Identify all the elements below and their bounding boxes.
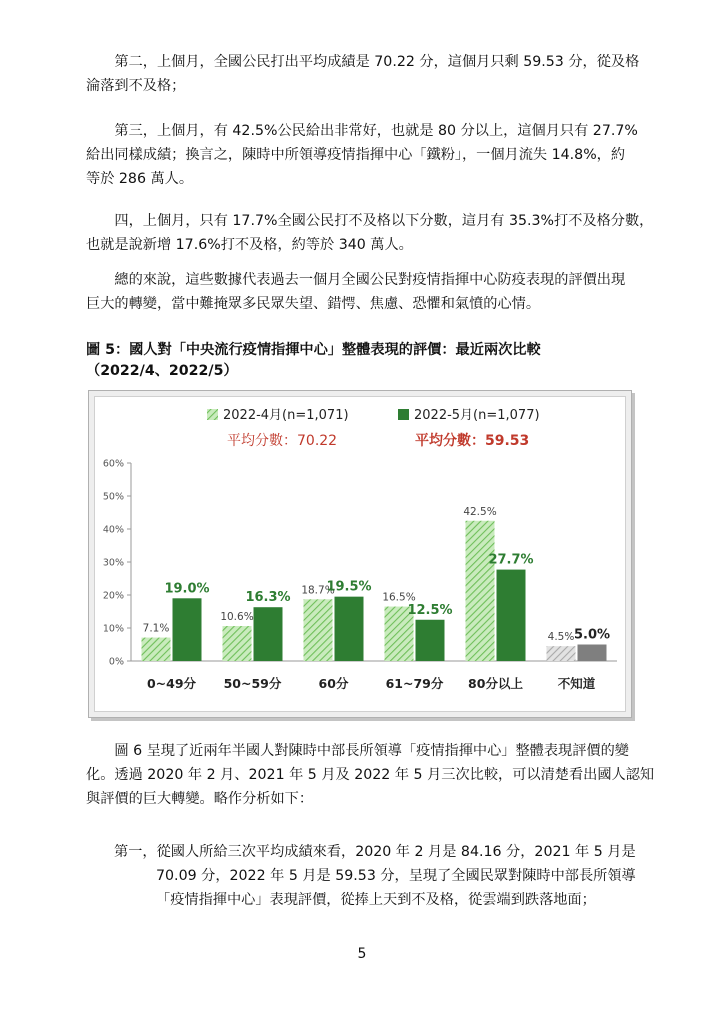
category-label: 0~49分 — [146, 676, 197, 691]
bar-label-may: 27.7% — [488, 552, 534, 568]
category-label: 60分 — [318, 676, 349, 691]
paragraph-summary: 總的來說，這些數據代表過去一個月全國公民對疫情指揮中心防疫表現的評價出現 巨大的轉變，當中難掩眾多民眾失望、錯愕、焦慮、恐懼和氣憤的心情。 — [86, 272, 626, 312]
bar-april — [304, 599, 333, 661]
bar-may — [416, 620, 445, 661]
legend-swatch-april — [207, 409, 218, 420]
bar-april — [466, 521, 495, 661]
paragraph-figure6: 圖 6 呈現了近兩年半國人對陳時中部長所領導「疫情指揮中心」整體表現評價的變 化。透過 2020 年 2 月、2021 年 5 月及 2022 年 5 月三次比較，可以清楚看出國人認知 與評價的巨大轉變。略作分析如下： — [86, 743, 655, 807]
figure-caption: 圖 5：國人對「中央流行疫情指揮中心」整體表現的評價：最近兩次比較 — [86, 342, 541, 358]
bar-may — [254, 607, 283, 661]
y-tick-label: 0% — [108, 656, 124, 668]
bar-label-may: 16.3% — [245, 590, 291, 606]
y-tick-label: 20% — [102, 590, 124, 602]
category-label: 50~59分 — [223, 676, 282, 691]
category-label: 不知道 — [557, 676, 596, 691]
y-tick-label: 40% — [102, 524, 124, 536]
page-number: 5 — [357, 946, 367, 962]
figure-caption-dates: （2022/4、2022/5） — [86, 363, 238, 379]
bar-label-april: 4.5% — [547, 631, 575, 644]
chart-panel — [94, 396, 626, 712]
average-may: 平均分數：59.53 — [415, 433, 530, 449]
list-item-first: 第一，從國人所給三次平均成績來看，2020 年 2 月是 84.16 分，2021 年 5 月是 70.09 分，2022 年 5 月是 59.53 分，呈現了全國民眾對陳時中部長所領導 「疫情指揮中心」表現評價，從捧上天到不及格，從雲端到跌落地面； — [114, 844, 636, 908]
bar-label-may: 19.5% — [326, 579, 372, 595]
legend-swatch-may — [398, 409, 409, 420]
chart-frame — [88, 390, 632, 718]
bar-label-april: 10.6% — [220, 611, 254, 624]
y-tick-label: 10% — [102, 623, 124, 635]
bar-label-may: 12.5% — [407, 602, 453, 618]
legend-label-april: 2022-4月(n=1,071) — [223, 408, 349, 423]
paragraph-second: 第二，上個月，全國公民打出平均成績是 70.22 分，這個月只剩 59.53 分，從及格 淪落到不及格； — [86, 54, 640, 94]
bar-may — [173, 598, 202, 661]
bar-chart — [95, 397, 625, 711]
legend-label-may: 2022-5月(n=1,077) — [414, 408, 540, 423]
category-label: 61~79分 — [385, 676, 444, 691]
category-label: 80分以上 — [468, 676, 523, 691]
y-tick-label: 50% — [102, 491, 124, 503]
bar-april — [142, 638, 171, 661]
paragraph-third: 第三，上個月，有 42.5%公民給出非常好，也就是 80 分以上，這個月只有 27.7% 給出同樣成績；換言之，陳時中所領導疫情指揮中心「鐵粉」，一個月流失 14.8%，約 等於 286 萬人。 — [86, 123, 638, 187]
bar-label-april: 42.5% — [463, 505, 497, 518]
y-tick-label: 60% — [102, 458, 124, 470]
bar-label-april: 18.7% — [301, 584, 335, 597]
bar-label-may: 5.0% — [573, 627, 611, 643]
bar-april — [223, 626, 252, 661]
bar-label-may: 19.0% — [164, 581, 210, 597]
bar-may — [578, 645, 607, 662]
bar-label-april: 16.5% — [382, 591, 416, 604]
paragraph-fourth: 四，上個月，只有 17.7%全國公民打不及格以下分數，這月有 35.3%打不及格分數， 也就是說新增 17.6%打不及格，約等於 340 萬人。 — [86, 213, 654, 253]
bar-may — [497, 570, 526, 661]
bar-label-april: 7.1% — [142, 622, 170, 635]
bar-april — [547, 646, 576, 661]
bar-may — [335, 597, 364, 661]
average-april: 平均分數：70.22 — [227, 433, 338, 449]
y-tick-label: 30% — [102, 557, 124, 569]
